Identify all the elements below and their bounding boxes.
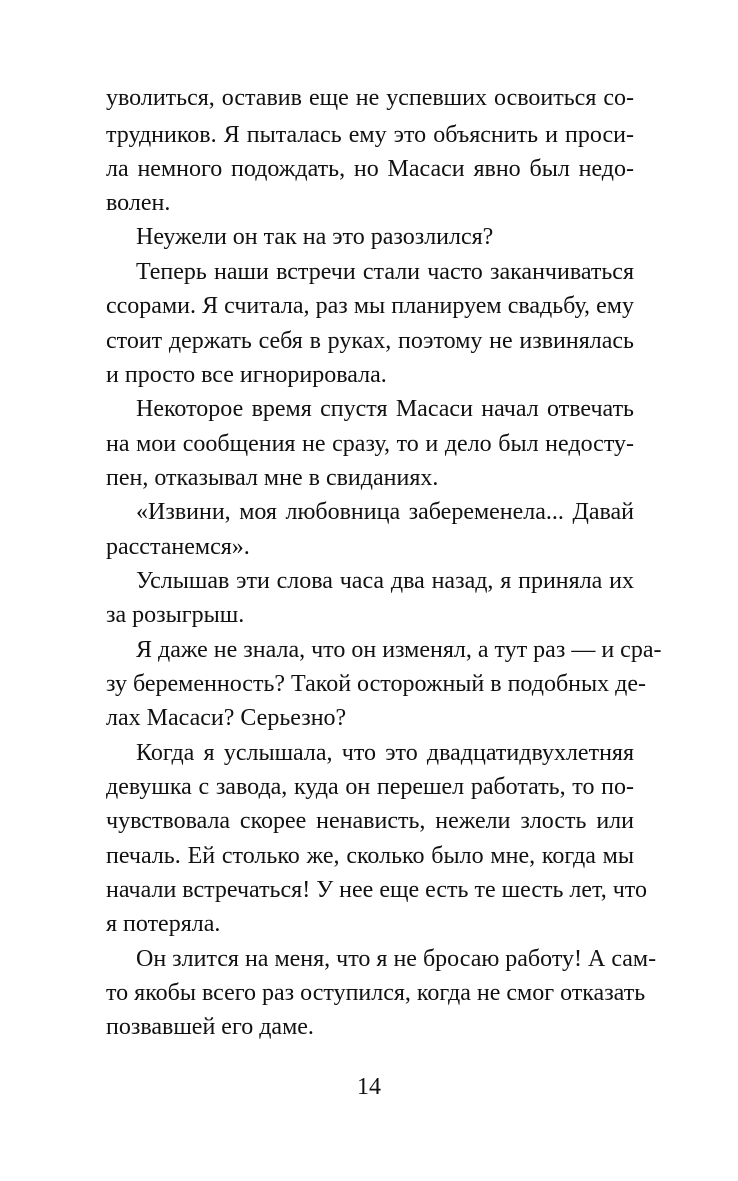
- text-line: зу беременность? Такой осторожный в подобных де-: [106, 671, 646, 697]
- text-line: Некоторое время спустя Масаси начал отвечать: [136, 396, 634, 422]
- text-line: ла немного подождать, но Масаси явно был недо-: [106, 156, 634, 182]
- text-line: «Извини, моя любовница забеременела... Давай: [136, 499, 634, 525]
- text-line: девушка с завода, куда он перешел работать, то по-: [106, 774, 634, 800]
- text-line: пен, отказывал мне в свиданиях.: [106, 465, 439, 491]
- text-line: Неужели он так на это разозлился?: [136, 224, 494, 250]
- text-line: и просто все игнорировала.: [106, 362, 387, 388]
- text-line: печаль. Ей столько же, сколько было мне, когда мы: [106, 843, 634, 869]
- text-line: Я даже не знала, что он изменял, а тут раз — и сра-: [136, 637, 662, 663]
- text-line: уволиться, оставив еще не успевших освоиться со-: [106, 85, 634, 111]
- text-line: позвавшей его даме.: [106, 1014, 314, 1040]
- text-line: Когда я услышала, что это двадцатидвухлетняя: [136, 740, 634, 766]
- text-line: то якобы всего раз оступился, когда не смог отказать: [106, 980, 646, 1006]
- text-line: на мои сообщения не сразу, то и дело был недосту-: [106, 431, 634, 457]
- text-line: трудников. Я пыталась ему это объяснить и проси-: [106, 122, 634, 148]
- text-line: волен.: [106, 190, 171, 216]
- text-line: чувствовала скорее ненависть, нежели злость или: [106, 808, 634, 834]
- text-line: начали встречаться! У нее еще есть те шесть лет, что: [106, 877, 647, 903]
- text-line: Услышав эти слова часа два назад, я приняла их: [136, 568, 634, 594]
- text-line: стоит держать себя в руках, поэтому не извинялась: [106, 328, 634, 354]
- text-line: ссорами. Я считала, раз мы планируем свадьбу, ему: [106, 293, 634, 319]
- text-line: Теперь наши встречи стали часто заканчиваться: [136, 259, 634, 285]
- text-line: расстанемся».: [106, 534, 250, 560]
- text-line: я потеряла.: [106, 911, 221, 937]
- text-line: лах Масаси? Серьезно?: [106, 705, 347, 731]
- text-line: за розыгрыш.: [106, 602, 245, 628]
- text-line: Он злится на меня, что я не бросаю работу! А сам-: [136, 946, 657, 972]
- page-number: 14: [357, 1074, 381, 1100]
